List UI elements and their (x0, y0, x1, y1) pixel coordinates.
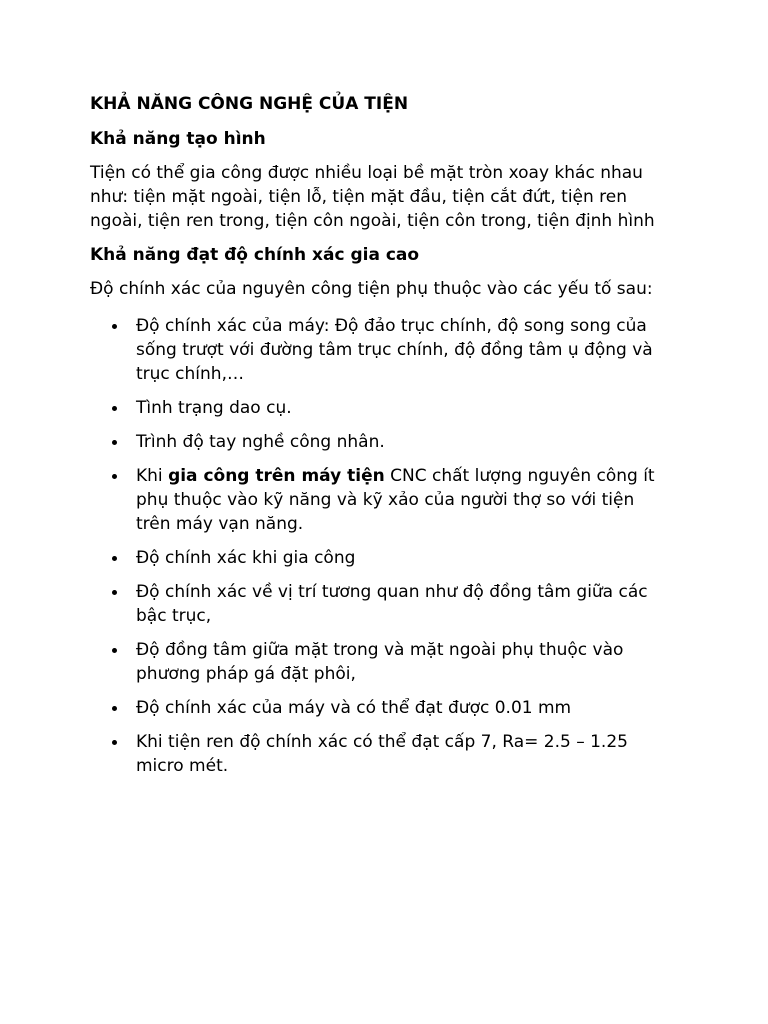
list-item-text: Khi (136, 466, 169, 486)
list-item-text: CNC chất lượng nguyên công ít (384, 466, 655, 486)
bullet-icon (112, 648, 117, 653)
list-item (90, 638, 690, 686)
section-heading-accuracy: Khả năng đạt độ chính xác gia cao (90, 245, 420, 265)
list-item (90, 730, 690, 778)
paragraph-line: ngoài, tiện ren trong, tiện côn ngoài, tiện côn trong, tiện định hình (90, 211, 655, 231)
list-item-bold-text: gia công trên máy tiện (168, 466, 385, 486)
list-item (90, 546, 690, 570)
paragraph-shaping (90, 161, 690, 233)
list-item-line: sống trượt với đường tâm trục chính, độ đồng tâm ụ động và (136, 340, 653, 360)
paragraph-accuracy-intro: Độ chính xác của nguyên công tiện phụ thuộc vào các yếu tố sau: (90, 279, 653, 299)
bullet-icon (112, 406, 117, 411)
list-item (90, 464, 690, 536)
list-item (90, 580, 690, 628)
list-item-line: phụ thuộc vào kỹ năng và kỹ xảo của người thợ so với tiện (136, 490, 635, 510)
list-item (90, 430, 690, 454)
list-item-line: Khi tiện ren độ chính xác có thể đạt cấp 7, Ra= 2.5 – 1.25 (136, 732, 628, 752)
document-body (90, 92, 690, 788)
list-item-line: Độ chính xác của máy và có thể đạt được 0.01 mm (136, 698, 572, 718)
list-item-line: micro mét. (136, 756, 229, 776)
list-item-line: Độ chính xác của máy: Độ đảo trục chính, độ song song của (136, 316, 647, 336)
list-item-line: Tình trạng dao cụ. (136, 398, 292, 418)
bullet-icon (112, 740, 117, 745)
paragraph-line: Tiện có thể gia công được nhiều loại bề mặt tròn xoay khác nhau (90, 163, 643, 183)
bullet-icon (112, 590, 117, 595)
paragraph-line: như: tiện mặt ngoài, tiện lỗ, tiện mặt đầu, tiện cắt đứt, tiện ren (90, 187, 628, 207)
accuracy-factor-list (90, 314, 690, 778)
section-heading-shaping: Khả năng tạo hình (90, 129, 266, 149)
list-item-line (136, 464, 690, 488)
list-item-line: Độ chính xác khi gia công (136, 548, 356, 568)
list-item (90, 314, 690, 386)
list-item-line: trên máy vạn năng. (136, 514, 304, 534)
list-item (90, 396, 690, 420)
list-item-line: bậc trục, (136, 606, 212, 626)
bullet-icon (112, 556, 117, 561)
list-item-line: Độ chính xác về vị trí tương quan như độ đồng tâm giữa các (136, 582, 648, 602)
bullet-icon (112, 324, 117, 329)
list-item-line: phương pháp gá đặt phôi, (136, 664, 356, 684)
bullet-icon (112, 474, 117, 479)
list-item (90, 696, 690, 720)
list-item-line: trục chính,… (136, 364, 244, 384)
list-item-line: Trình độ tay nghề công nhân. (136, 432, 385, 452)
list-item-line: Độ đồng tâm giữa mặt trong và mặt ngoài phụ thuộc vào (136, 640, 624, 660)
bullet-icon (112, 440, 117, 445)
bullet-icon (112, 706, 117, 711)
page-title: KHẢ NĂNG CÔNG NGHỆ CỦA TIỆN (90, 94, 409, 114)
